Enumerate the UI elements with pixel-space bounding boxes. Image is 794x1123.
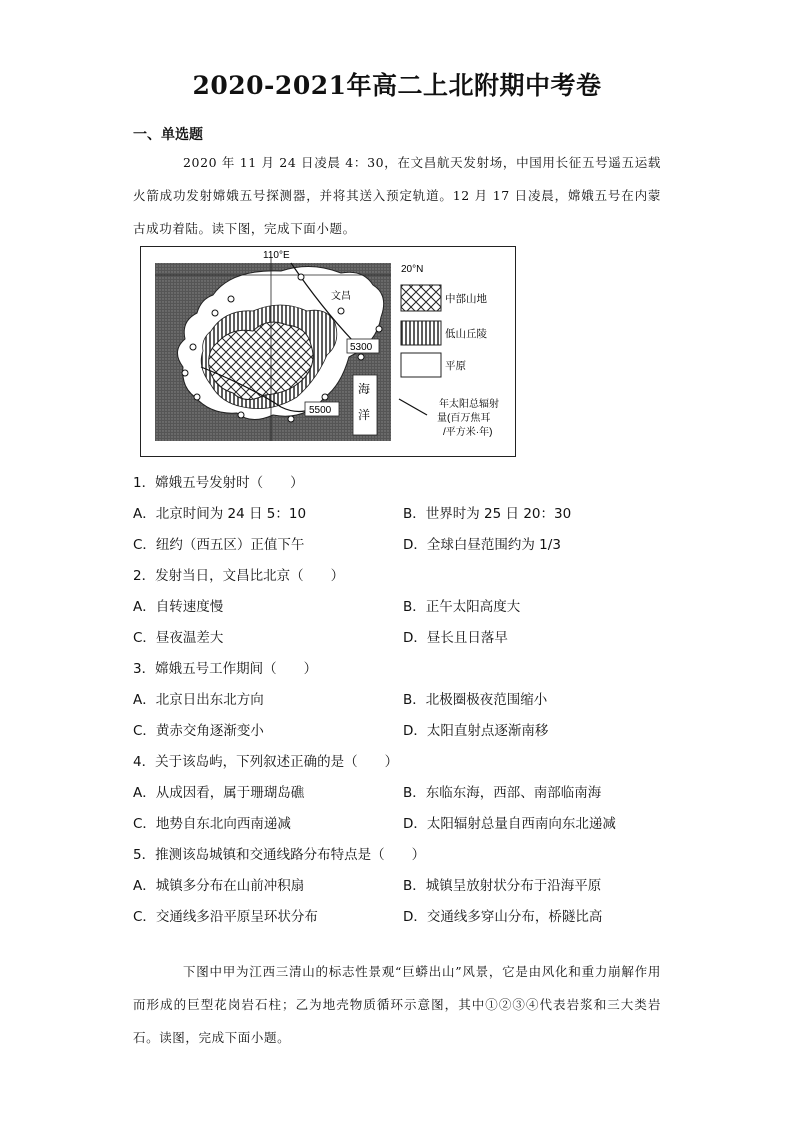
town-dot xyxy=(194,394,200,400)
question-stem: 1．嫦娥五号发射时（ ） xyxy=(133,475,304,491)
option-d: D．交通线多穿山分布，桥隧比高 xyxy=(403,909,603,925)
town-dot xyxy=(322,394,328,400)
question-list xyxy=(133,468,673,933)
legend-isoline-swatch xyxy=(399,399,427,415)
isoline-5500-label: 5500 xyxy=(309,405,332,416)
latitude-label: 20°N xyxy=(401,264,424,275)
isoline-5300-label: 5300 xyxy=(350,342,373,353)
option-d: D．全球白昼范围约为 1/3 xyxy=(403,537,561,553)
option-a: A．自转速度慢 xyxy=(133,599,224,615)
option-a: A．城镇多分布在山前冲积扇 xyxy=(133,878,305,894)
legend-plain-label: 平原 xyxy=(445,360,466,372)
island-map xyxy=(141,247,515,456)
option-b: B．北极圈极夜范围缩小 xyxy=(403,692,548,708)
ocean-label-2: 洋 xyxy=(358,408,371,422)
town-dot xyxy=(212,310,218,316)
option-d: D．昼长且日落早 xyxy=(403,630,508,646)
legend-hills-swatch xyxy=(401,321,441,345)
question-stem: 2．发射当日，文昌比北京（ ） xyxy=(133,568,345,584)
question-stem: 4．关于该岛屿，下列叙述正确的是（ ） xyxy=(133,754,399,770)
legend-hills-label: 低山丘陵 xyxy=(445,328,487,340)
option-b: B．东临东海，西部、南部临南海 xyxy=(403,785,602,801)
ocean-label-1: 海 xyxy=(358,382,371,396)
option-b: B．城镇呈放射状分布于沿海平原 xyxy=(403,878,602,894)
option-c: C．地势自东北向西南递减 xyxy=(133,816,291,832)
town-dot xyxy=(182,370,188,376)
question-4 xyxy=(133,747,673,840)
town-dot xyxy=(298,274,304,280)
legend-radiation-line3: /平方米·年) xyxy=(443,427,493,438)
legend-radiation-line2: 量(百万焦耳 xyxy=(437,413,491,424)
option-b: B．世界时为 25 日 20：30 xyxy=(403,506,572,522)
option-b: B．正午太阳高度大 xyxy=(403,599,521,615)
island-map-figure xyxy=(140,246,516,457)
town-dot xyxy=(288,416,294,422)
option-a: A．北京日出东北方向 xyxy=(133,692,264,708)
option-c: C．交通线多沿平原呈环状分布 xyxy=(133,909,318,925)
intro-paragraph: 2020 年 11 月 24 日凌晨 4：30，在文昌航天发射场，中国用长征五号遥五运载火箭成功发射嫦娥五号探测器，并将其送入预定轨道。12 月 17 日凌晨，嫦娥五号在内蒙古成功着陆。读下图，完成下面小题。 xyxy=(133,155,661,236)
section-heading: 一、单选题 xyxy=(133,127,203,143)
option-c: C．纽约（西五区）正值下午 xyxy=(133,537,305,553)
option-d: D．太阳辐射总量自西南向东北递减 xyxy=(403,816,616,832)
option-c: C．昼夜温差大 xyxy=(133,630,224,646)
question-stem: 5．推测该岛城镇和交通线路分布特点是（ ） xyxy=(133,847,426,863)
town-dot xyxy=(376,326,382,332)
page-title: 2020-2021年高二上北附期中考卷 xyxy=(192,71,602,100)
option-a: A．北京时间为 24 日 5：10 xyxy=(133,506,307,522)
city-dot-wenchang xyxy=(338,308,344,314)
option-d: D．太阳直射点逐渐南移 xyxy=(403,723,549,739)
town-dot xyxy=(238,412,244,418)
question-5 xyxy=(133,840,673,933)
legend-radiation-line1: 年太阳总辐射 xyxy=(439,399,499,410)
town-dot xyxy=(190,344,196,350)
question-3 xyxy=(133,654,673,747)
question-stem: 3．嫦娥五号工作期间（ ） xyxy=(133,661,318,677)
option-a: A．从成因看，属于珊瑚岛礁 xyxy=(133,785,305,801)
question-2 xyxy=(133,561,673,654)
legend-plain-swatch xyxy=(401,353,441,377)
option-c: C．黄赤交角逐渐变小 xyxy=(133,723,264,739)
legend-mountain-label: 中部山地 xyxy=(445,293,487,305)
closing-paragraph: 下图中甲为江西三清山的标志性景观“巨蟒出山”风景，它是由风化和重力崩解作用而形成的巨型花岗岩石柱；乙为地壳物质循环示意图，其中①②③④代表岩浆和三大类岩石。读图，完成下面小题。 xyxy=(133,964,661,1045)
town-dot xyxy=(228,296,234,302)
town-dot xyxy=(358,354,364,360)
legend-mountain-swatch xyxy=(401,285,441,311)
city-label-wenchang: 文昌 xyxy=(331,291,351,302)
longitude-label: 110°E xyxy=(263,250,290,261)
question-1 xyxy=(133,468,673,561)
